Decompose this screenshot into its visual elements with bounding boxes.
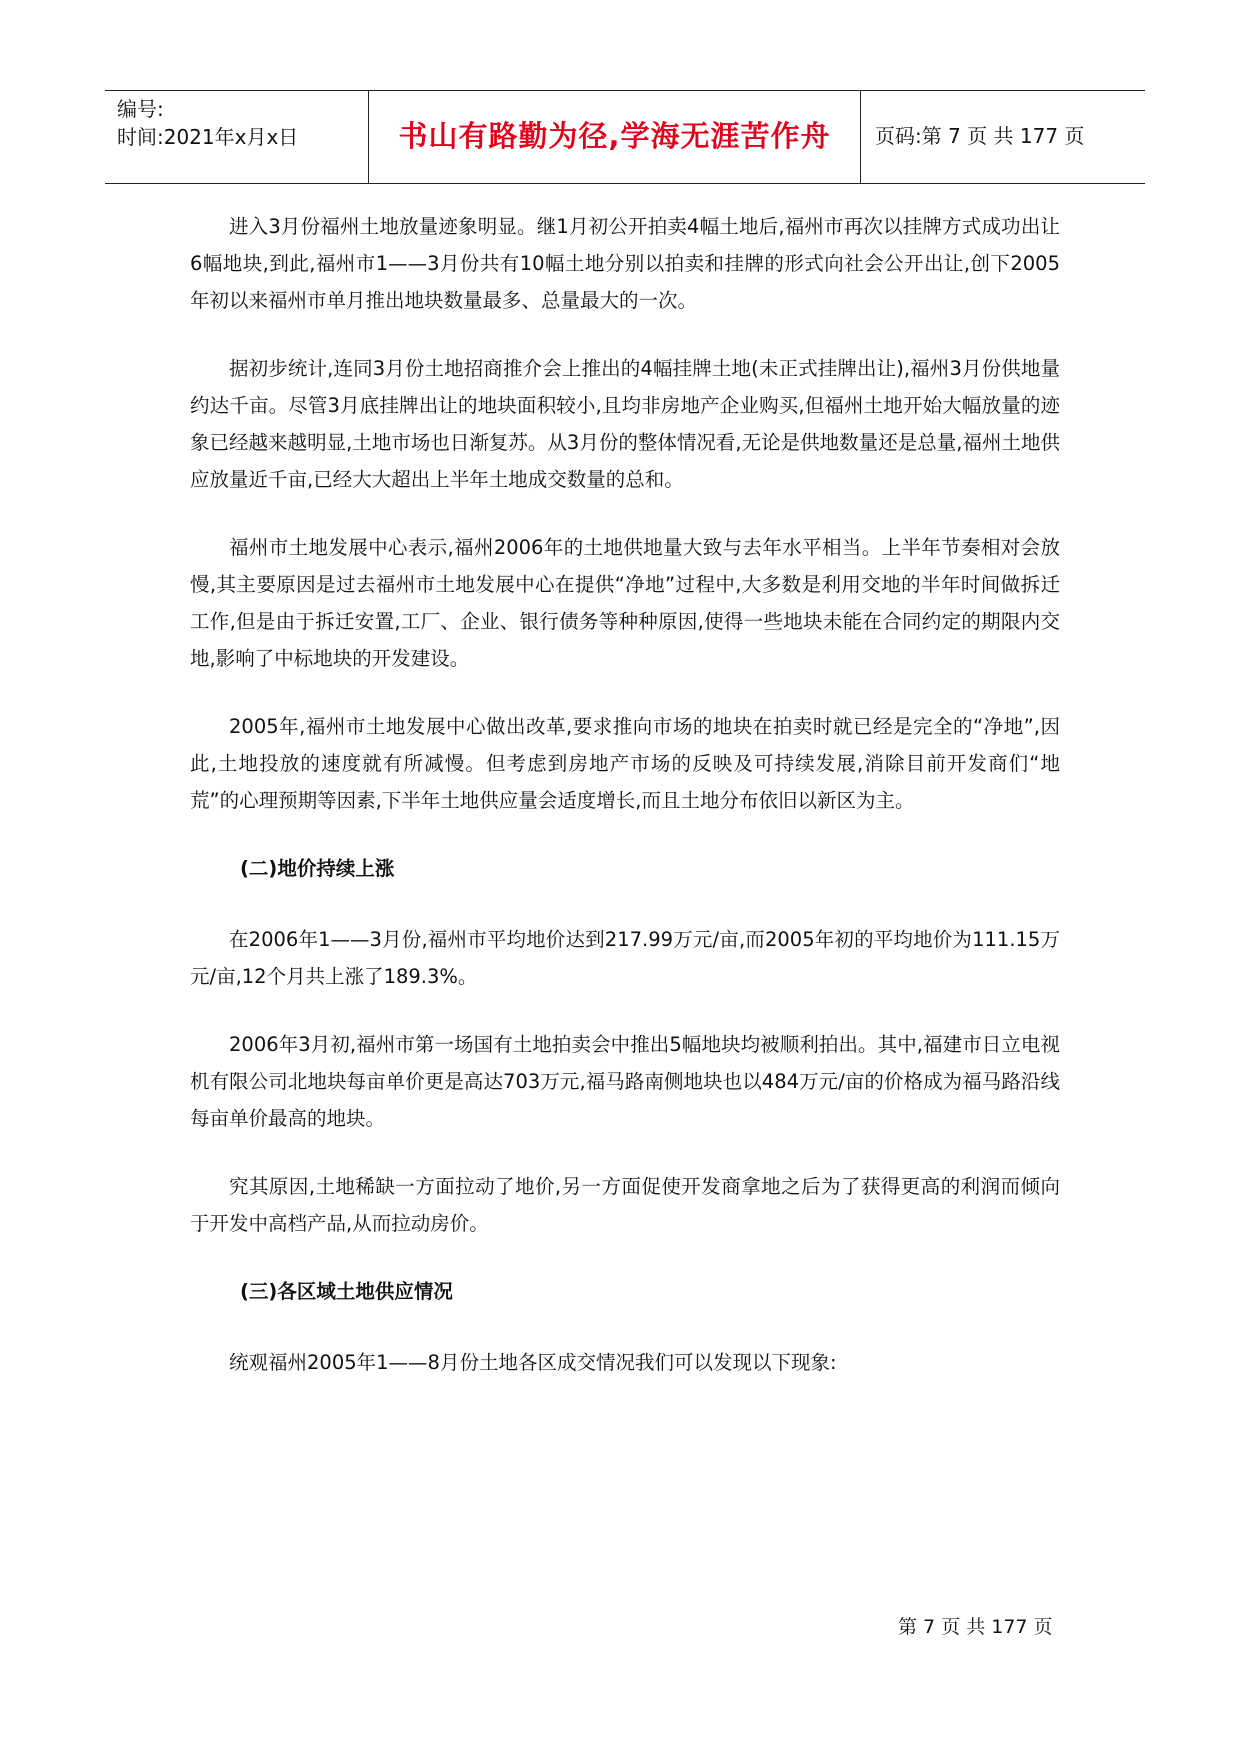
page-footer: 第 7 页 共 177 页 bbox=[898, 1616, 1053, 1638]
paragraph: 统观福州2005年1——8月份土地各区成交情况我们可以发现以下现象: bbox=[229, 1351, 837, 1374]
paragraph: 据初步统计,连同3月份土地招商推介会上推出的4幅挂牌土地(未正式挂牌出让),福州3月份供地量约达千亩。尽管3月底挂牌出让的地块面积较小,且均非房地产企业购买,但福州土地开始大幅放量的迹象已经越来越明显,土地市场也日渐复苏。从3月份的整体情况看,无论是供地数量还是总量,福州土地供应放量近千亩,已经大大超出上半年土地成交数量的总和。 bbox=[190, 357, 1060, 491]
document-header bbox=[105, 90, 1145, 184]
paragraph: 2005年,福州市土地发展中心做出改革,要求推向市场的地块在拍卖时就已经是完全的“净地”,因此,土地投放的速度就有所减慢。但考虑到房地产市场的反映及可持续发展,消除目前开发商们“地荒”的心理预期等因素,下半年土地供应量会适度增长,而且土地分布依旧以新区为主。 bbox=[190, 715, 1060, 812]
section-heading: (二)地价持续上涨 bbox=[240, 857, 395, 880]
section-heading: (三)各区域土地供应情况 bbox=[240, 1280, 453, 1303]
document-body bbox=[190, 208, 1060, 1412]
header-meta bbox=[105, 91, 369, 183]
paragraph: 究其原因,土地稀缺一方面拉动了地价,另一方面促使开发商拿地之后为了获得更高的利润而倾向于开发中高档产品,从而拉动房价。 bbox=[190, 1175, 1060, 1235]
header-motto: 书山有路勤为径,学海无涯苦作舟 bbox=[369, 91, 861, 183]
header-page-code: 页码:第 7 页 共 177 页 bbox=[875, 123, 1085, 148]
paragraph: 福州市土地发展中心表示,福州2006年的土地供地量大致与去年水平相当。上半年节奏相对会放慢,其主要原因是过去福州市土地发展中心在提供“净地”过程中,大多数是利用交地的半年时间做拆迁工作,但是由于拆迁安置,工厂、企业、银行债务等种种原因,使得一些地块未能在合同约定的期限内交地,影响了中标地块的开发建设。 bbox=[190, 536, 1060, 670]
document-number-label: 编号: bbox=[117, 97, 164, 121]
paragraph: 进入3月份福州土地放量迹象明显。继1月初公开拍卖4幅土地后,福州市再次以挂牌方式成功出让6幅地块,到此,福州市1——3月份共有10幅土地分别以拍卖和挂牌的形式向社会公开出让,创下2005年初以来福州市单月推出地块数量最多、总量最大的一次。 bbox=[190, 215, 1060, 312]
paragraph: 在2006年1——3月份,福州市平均地价达到217.99万元/亩,而2005年初的平均地价为111.15万元/亩,12个月共上涨了189.3%。 bbox=[190, 928, 1060, 988]
paragraph: 2006年3月初,福州市第一场国有土地拍卖会中推出5幅地块均被顺利拍出。其中,福建市日立电视机有限公司北地块每亩单价更是高达703万元,福马路南侧地块也以484万元/亩的价格成为福马路沿线每亩单价最高的地块。 bbox=[190, 1033, 1060, 1130]
document-time: 时间:2021年x月x日 bbox=[117, 125, 299, 149]
